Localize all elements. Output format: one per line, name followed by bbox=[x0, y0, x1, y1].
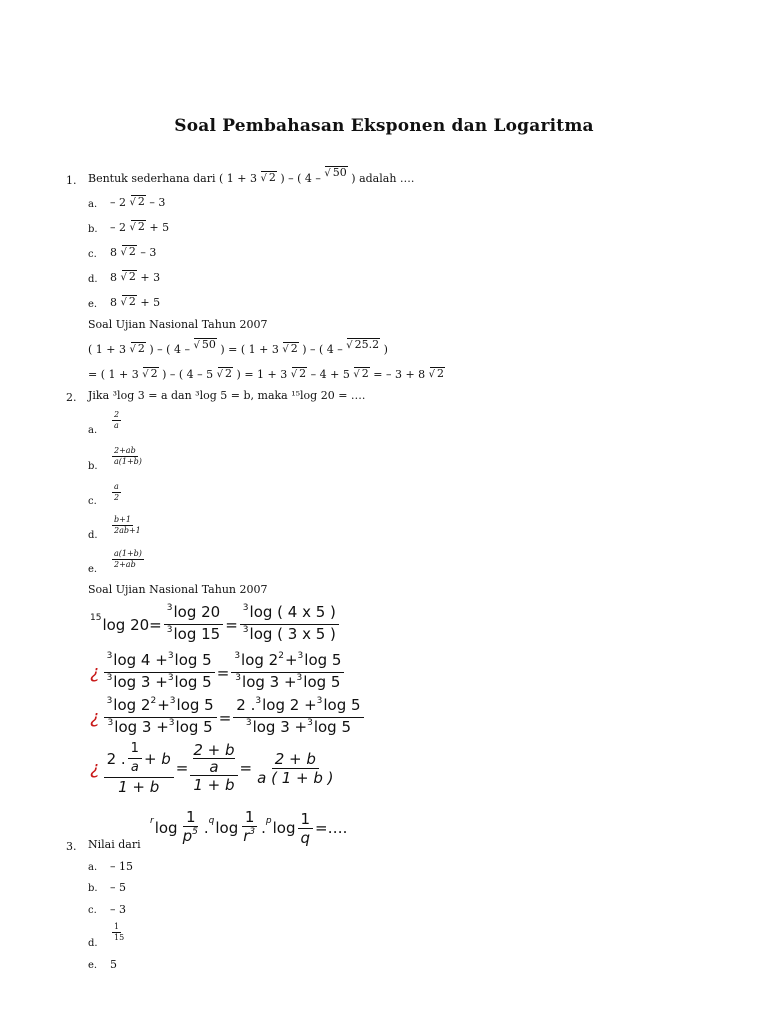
q2-option-e bbox=[112, 549, 144, 570]
q1-option-e-letter: e. bbox=[88, 299, 98, 310]
frac-num: 1 bbox=[114, 922, 120, 931]
fraction bbox=[180, 808, 202, 848]
q3-option-e-letter: e. bbox=[88, 960, 98, 971]
sol-part: ) – ( 4 – 5 bbox=[162, 368, 214, 381]
frac-num: log 20 bbox=[173, 603, 221, 621]
sqrt-2: √ 2 bbox=[430, 367, 445, 380]
inner-fraction bbox=[128, 740, 142, 777]
frac-den: 1 + b bbox=[118, 778, 160, 796]
sqrt-2: √ 2 bbox=[122, 295, 137, 308]
q1-text-part: ) adalah …. bbox=[351, 172, 415, 185]
sup: 2 bbox=[150, 696, 157, 706]
fraction bbox=[164, 603, 223, 646]
frac-den: 2ab+1 bbox=[114, 526, 141, 535]
q2-option-c-letter: c. bbox=[88, 496, 97, 507]
q3-option-a: – 15 bbox=[110, 860, 133, 873]
sol-part: = ( 1 + 3 bbox=[88, 368, 139, 381]
frac-den: 15 bbox=[114, 933, 125, 942]
q2-step-2: ¿ $\frac{^3\log 4 +^3\log 5}{^3\log 3 +^3\log 5}$ = $\frac{^3\log 2^2+^3\log 5}{^3\log 3 +^3\log 5}$ bbox=[90, 651, 346, 694]
q2-option-d-letter: d. bbox=[88, 530, 98, 541]
glyph-i: ¿ bbox=[90, 757, 100, 779]
frac-num: 2 bbox=[114, 410, 120, 419]
q1-text-part: Bentuk sederhana dari ( 1 + 3 bbox=[88, 172, 257, 185]
question-1-number: 1. bbox=[66, 174, 77, 187]
frac-den: log 3 + bbox=[114, 718, 169, 736]
q2-option-a bbox=[112, 410, 121, 431]
frac-den: log 3 + bbox=[242, 673, 297, 691]
fraction bbox=[240, 603, 339, 646]
frac-num: 2 . bbox=[236, 696, 256, 714]
fraction: $\frac{^3\log 4 +^3\log 5}{^3\log 3 +^3\log 5}$ bbox=[104, 651, 215, 694]
opt-pre: 8 bbox=[110, 246, 117, 259]
frac-den: a bbox=[114, 421, 119, 430]
frac-den: 2+ab bbox=[114, 560, 136, 569]
sqrt-2: √ 2 bbox=[122, 270, 137, 283]
sol-part: = – 3 + 8 bbox=[373, 368, 426, 381]
frac-den: r bbox=[243, 827, 250, 845]
sup: 15 bbox=[90, 612, 102, 623]
q2-source: Soal Ujian Nasional Tahun 2007 bbox=[88, 583, 268, 596]
question-1-text bbox=[88, 166, 415, 185]
q1-option-d-letter: d. bbox=[88, 274, 98, 285]
opt-post: – 3 bbox=[149, 196, 166, 209]
frac-num: 2 . bbox=[106, 749, 126, 768]
sup: 3 bbox=[249, 827, 256, 837]
sqrt-2: √ 2 bbox=[143, 367, 158, 380]
sqrt-2: √ 2 bbox=[261, 171, 276, 184]
sqrt-50: √ 50 bbox=[325, 166, 347, 179]
frac-num: a bbox=[209, 758, 219, 776]
sqrt-25-2: √ 25.2 bbox=[347, 338, 380, 351]
sqrt-2: √ 2 bbox=[283, 342, 298, 355]
fraction bbox=[254, 750, 336, 787]
page-title: Soal Pembahasan Eksponen dan Logaritma bbox=[174, 116, 594, 136]
q2-option-b bbox=[112, 446, 144, 467]
lhs: log 20= bbox=[102, 615, 162, 634]
frac-num: 2 + b bbox=[193, 741, 235, 759]
q1-option-b bbox=[110, 221, 169, 234]
q1-option-c-letter: c. bbox=[88, 249, 97, 260]
plus: + bbox=[157, 696, 170, 714]
q3-option-d-letter: d. bbox=[88, 938, 98, 949]
sol-part: ) – ( 4 – bbox=[149, 343, 190, 356]
q1-option-e bbox=[110, 296, 160, 309]
sup: 2 bbox=[278, 651, 284, 661]
fraction: $\frac{2 .^3\log 2 +^3\log 5}{^3\log 3 +^3\log 5}$ bbox=[233, 696, 363, 739]
question-2-text: Jika ³log 3 = a dan ³log 5 = b, maka ¹⁵log 20 = …. bbox=[88, 389, 366, 402]
q1-source: Soal Ujian Nasional Tahun 2007 bbox=[88, 318, 268, 331]
sup: 3 bbox=[242, 603, 249, 613]
opt-pre: 8 bbox=[110, 296, 117, 309]
opt-post: + 5 bbox=[140, 296, 161, 309]
frac-num: 1 bbox=[242, 808, 258, 827]
frac-den: log 3 + bbox=[113, 673, 168, 691]
sup: 3 bbox=[166, 625, 173, 635]
q1-solution-line-2 bbox=[88, 368, 445, 381]
sup: 3 bbox=[242, 625, 249, 635]
frac-den: log 5 bbox=[174, 673, 212, 691]
q3-option-e: 5 bbox=[110, 958, 117, 971]
frac-num: log 5 bbox=[323, 696, 361, 714]
sol-part: ) – ( 4 – bbox=[302, 343, 343, 356]
q1-option-c bbox=[110, 246, 156, 259]
sqrt-2: √ 2 bbox=[131, 195, 146, 208]
frac-den: q bbox=[300, 828, 311, 847]
opt-post: + 3 bbox=[140, 271, 161, 284]
question-2-number: 2. bbox=[66, 391, 77, 404]
frac-num: log 5 bbox=[176, 696, 214, 714]
frac-den: a bbox=[130, 760, 139, 775]
frac-num: a bbox=[114, 482, 119, 491]
q3-option-b-letter: b. bbox=[88, 883, 98, 894]
frac-num: 2 + b bbox=[272, 750, 319, 769]
frac-num: log 2 bbox=[241, 651, 279, 669]
q2-option-c bbox=[112, 482, 121, 503]
sup: 5 bbox=[192, 827, 198, 837]
frac-den: log 3 + bbox=[252, 718, 308, 736]
frac-num: b+1 bbox=[114, 515, 131, 524]
frac-num: log ( 4 x 5 ) bbox=[249, 603, 336, 621]
q2-option-e-letter: e. bbox=[88, 564, 98, 575]
sol-part: ) = ( 1 + 3 bbox=[220, 343, 279, 356]
fraction bbox=[104, 740, 174, 796]
sqrt-2: √ 2 bbox=[292, 367, 307, 380]
opt-pre: – 2 bbox=[110, 196, 126, 209]
frac-num: log 2 bbox=[113, 696, 151, 714]
question-3-text: Nilai dari bbox=[88, 838, 141, 851]
sqrt-2: √ 2 bbox=[131, 342, 146, 355]
sol-part: ( 1 + 3 bbox=[88, 343, 126, 356]
sup: r bbox=[150, 816, 154, 826]
q1-option-a-letter: a. bbox=[88, 199, 98, 210]
q1-solution-line-1 bbox=[88, 338, 388, 356]
log: log bbox=[272, 819, 296, 837]
frac-den: log 5 bbox=[303, 673, 341, 691]
frac-num: + b bbox=[143, 749, 171, 768]
q1-option-b-letter: b. bbox=[88, 224, 98, 235]
frac-num: log 5 bbox=[174, 651, 212, 669]
frac-den: 1 + b bbox=[193, 776, 235, 794]
frac-den: a ( 1 + b ) bbox=[257, 768, 334, 787]
q2-step-3: ¿ $\frac{^3\log 2^2+^3\log 5}{^3\log 3 +^3\log 5}$ = $\frac{2 .^3\log 2 +^3\log 5}{^3\log 3 +^3\log 5}$ bbox=[90, 696, 366, 739]
frac-den: log ( 3 x 5 ) bbox=[249, 625, 336, 643]
q3-option-c: – 3 bbox=[110, 903, 126, 916]
log: log bbox=[154, 819, 178, 837]
sqrt-2: √ 2 bbox=[122, 245, 137, 258]
sqrt-2: √ 2 bbox=[218, 367, 233, 380]
sqrt-2: √ 2 bbox=[131, 220, 146, 233]
frac-num: log 2 + bbox=[262, 696, 317, 714]
glyph-i: ¿ bbox=[90, 707, 100, 728]
fraction: $\frac{^3\log 2^2+^3\log 5}{^3\log 3 +^3\log 5}$ bbox=[231, 651, 344, 694]
q2-step-4: ¿ 2 . $\frac{1}{a}$ + b 1 + b = 2 + b a 1 + b = $\frac{2 + b}{a ( 1 + b )}$ bbox=[90, 740, 339, 796]
opt-post: + 5 bbox=[149, 221, 170, 234]
sol-part: – 4 + 5 bbox=[310, 368, 350, 381]
sol-part: ) bbox=[383, 343, 388, 356]
frac-den: a(1+b) bbox=[114, 457, 142, 466]
frac-den: log 5 bbox=[313, 718, 352, 736]
frac-num: log 5 bbox=[304, 651, 342, 669]
q2-option-d bbox=[112, 515, 143, 536]
frac-den: 2 bbox=[114, 493, 120, 502]
plus: + bbox=[284, 651, 298, 669]
frac-num: 1 bbox=[183, 808, 199, 827]
q3-expression: r log 1 $p^5$ . q log 1 $r^3$ . p log $\frac{1}{q}$ =…. bbox=[150, 808, 348, 847]
q3-option-b: – 5 bbox=[110, 881, 126, 894]
frac-den: log 5 bbox=[175, 718, 213, 736]
opt-pre: 8 bbox=[110, 271, 117, 284]
fraction bbox=[240, 808, 259, 848]
frac-den: log 15 bbox=[173, 625, 221, 643]
frac-den: p bbox=[182, 827, 193, 845]
sup: p bbox=[265, 816, 272, 826]
fraction bbox=[190, 742, 237, 794]
fraction: $\frac{^3\log 2^2+^3\log 5}{^3\log 3 +^3\log 5}$ bbox=[104, 696, 217, 739]
sol-part: ) = 1 + 3 bbox=[236, 368, 288, 381]
sup: q bbox=[208, 816, 215, 826]
sqrt-50: √ 50 bbox=[194, 338, 216, 351]
q3-option-d bbox=[112, 922, 126, 943]
fraction bbox=[298, 810, 314, 847]
frac-num: 1 bbox=[128, 740, 142, 759]
q1-option-d bbox=[110, 271, 160, 284]
log: log bbox=[215, 819, 239, 837]
q2-step-1: 15 log 20= $\frac{^3\log 20}{^3\log 15}$ = $\frac{^3\log ( 4 x 5 )}{^3\log ( 3 x 5 )}$ bbox=[90, 603, 341, 646]
opt-post: – 3 bbox=[140, 246, 157, 259]
frac-num: log 4 + bbox=[113, 651, 168, 669]
frac-num: a(1+b) bbox=[114, 549, 142, 558]
frac-num: 1 bbox=[298, 810, 314, 829]
question-3-number: 3. bbox=[66, 840, 77, 853]
q1-text-part: ) – ( 4 – bbox=[280, 172, 321, 185]
glyph-i: ¿ bbox=[90, 662, 100, 683]
sup: 3 bbox=[166, 603, 173, 613]
q1-option-a bbox=[110, 196, 165, 209]
q3-option-c-letter: c. bbox=[88, 905, 97, 916]
opt-pre: – 2 bbox=[110, 221, 126, 234]
q3-option-a-letter: a. bbox=[88, 862, 98, 873]
frac-num: 2+ab bbox=[114, 446, 136, 455]
tail: =…. bbox=[315, 819, 348, 837]
q2-option-a-letter: a. bbox=[88, 425, 98, 436]
sqrt-2: √ 2 bbox=[354, 367, 369, 380]
q2-option-b-letter: b. bbox=[88, 461, 98, 472]
